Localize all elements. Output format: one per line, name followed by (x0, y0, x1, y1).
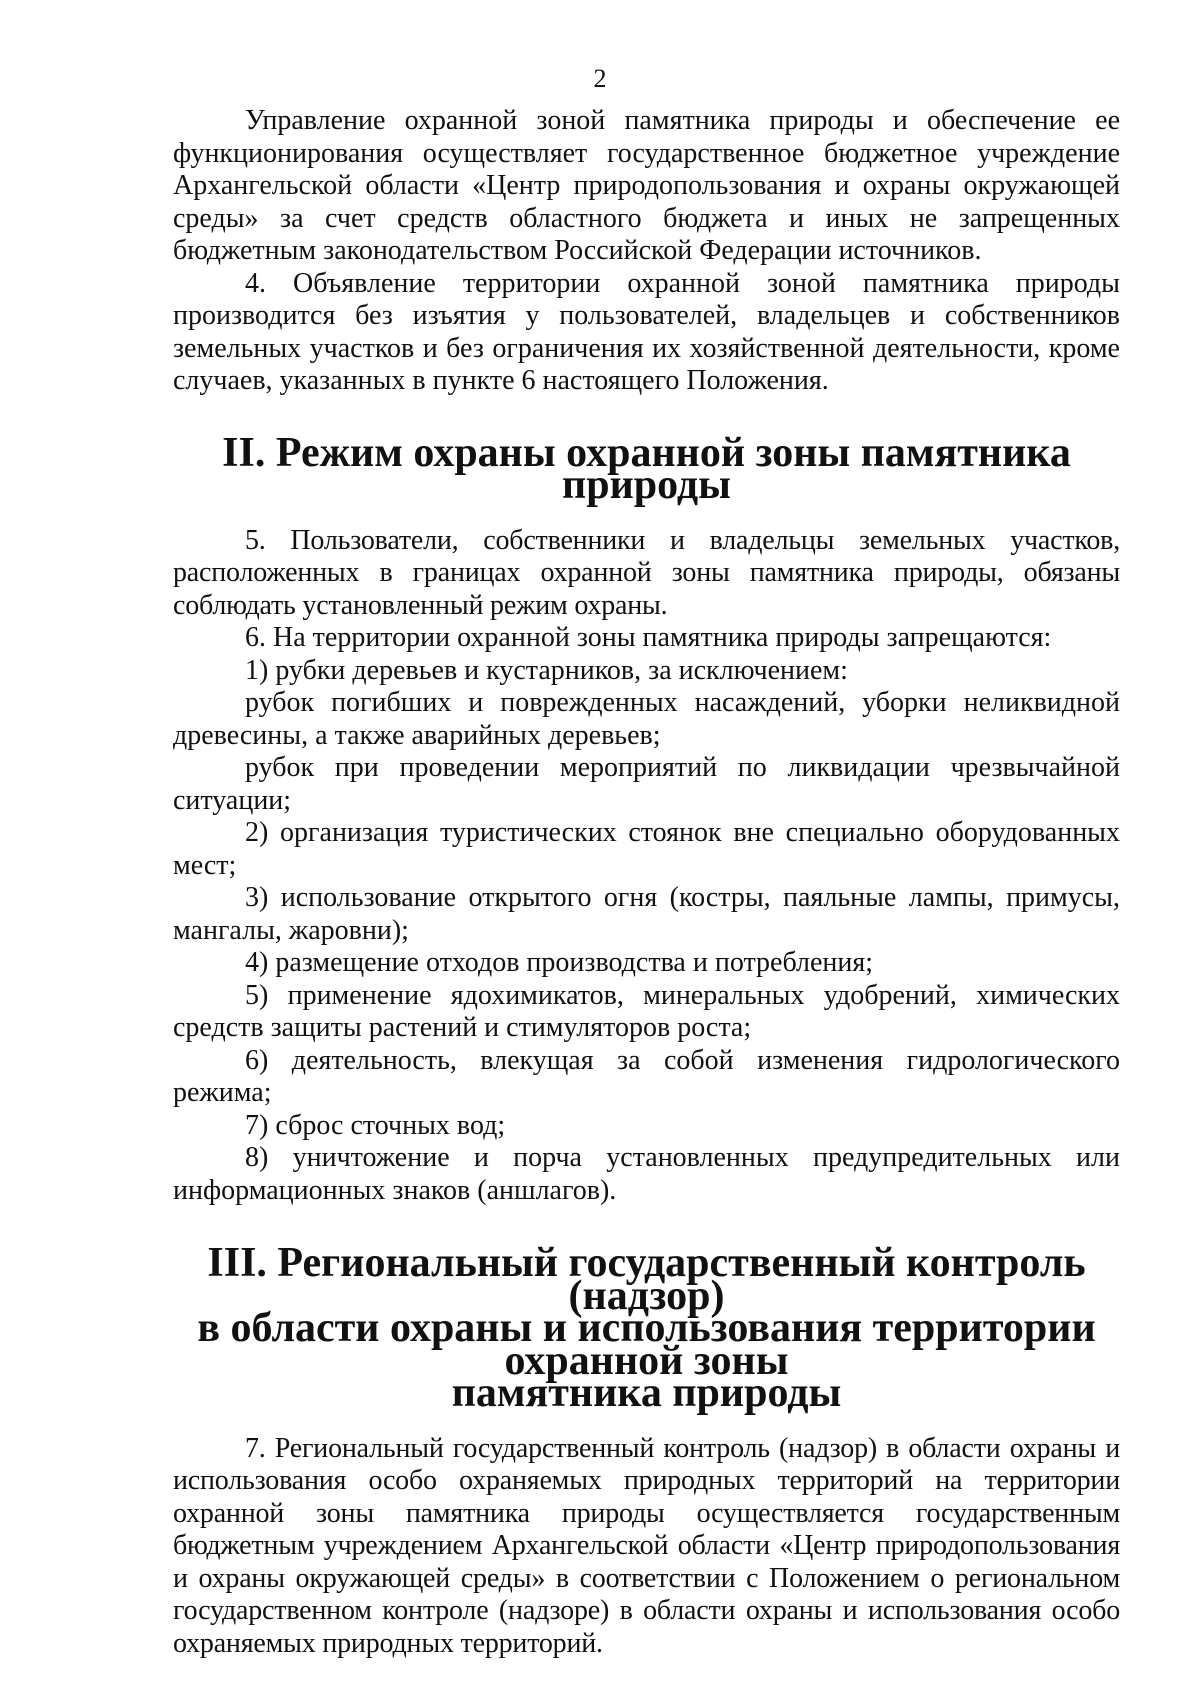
section-heading-3-line-2: в области охраны и использования территории охранной зоны (197, 1305, 1096, 1384)
page-number: 2 (593, 64, 607, 93)
list-item-5: 5) применение ядохимикатов, минеральных удобрений, химических средств защиты растений и стимуляторов роста; (173, 979, 1120, 1043)
paragraph-item-6: 6. На территории охранной зоны памятника природы запрещаются: (245, 622, 1052, 653)
list-item-7: 7) сброс сточных вод; (245, 1109, 506, 1141)
section-heading-3-line-1: III. Региональный государственный контроль (надзор) (207, 1240, 1086, 1319)
document-body (173, 105, 1120, 1660)
paragraph-management: Управление охранной зоной памятника природы и обеспечение ее функционирования осуществляет государственное бюджетное учреждение Архангельской области «Центр природопользования и охраны окружающей среды» за счет средств областного бюджета и иных не запрещенных бюджетным законодательством Российской Федерации источников. (173, 105, 1120, 266)
section-heading-3-line-3: памятника природы (451, 1370, 842, 1416)
list-subitem-dead-trees: рубок погибших и поврежденных насаждений, уборки неликвидной древесины, а также аварийных деревьев; (173, 687, 1120, 751)
section-heading-2: II. Режим охраны охранной зоны памятника природы (222, 429, 1071, 508)
list-item-2: 2) организация туристических стоянок вне специально оборудованных мест; (173, 817, 1120, 881)
list-item-4: 4) размещение отходов производства и потребления; (245, 947, 874, 978)
list-item-8: 8) уничтожение и порча установленных предупредительных или информационных знаков (аншлагов). (173, 1142, 1120, 1206)
paragraph-item-4: 4. Объявление территории охранной зоной памятника природы производится без изъятия у пользователей, владельцев и собственников земельных участков и без ограничения их хозяйственной деятельности, кроме случаев, указанных в пункте 6 настоящего Положения. (173, 267, 1120, 396)
paragraph-item-5: 5. Пользователи, собственники и владельцы земельных участков, расположенных в границах охранной зоны памятника природы, обязаны соблюдать установленный режим охраны. (173, 524, 1120, 621)
section-heading-3 (173, 1240, 1120, 1416)
list-subitem-emergency: рубок при проведении мероприятий по ликвидации чрезвычайной ситуации; (173, 752, 1120, 816)
paragraph-item-7: 7. Региональный государственный контроль (надзор) в области охраны и использования особо охраняемых природных территорий на территории охранной зоны памятника природы осуществляется государственным бюджетным учреждением Архангельской области «Центр природопользования и охраны окружающей среды» в соответствии с Положением о региональном государственном контроле (надзоре) в области охраны и использования особо охраняемых природных территорий. (173, 1432, 1120, 1659)
list-item-1: 1) рубки деревьев и кустарников, за исключением: (245, 654, 848, 686)
list-item-6: 6) деятельность, влекущая за собой изменения гидрологического режима; (173, 1044, 1120, 1108)
list-item-3: 3) использование открытого огня (костры, паяльные лампы, примусы, мангалы, жаровни); (173, 882, 1120, 946)
